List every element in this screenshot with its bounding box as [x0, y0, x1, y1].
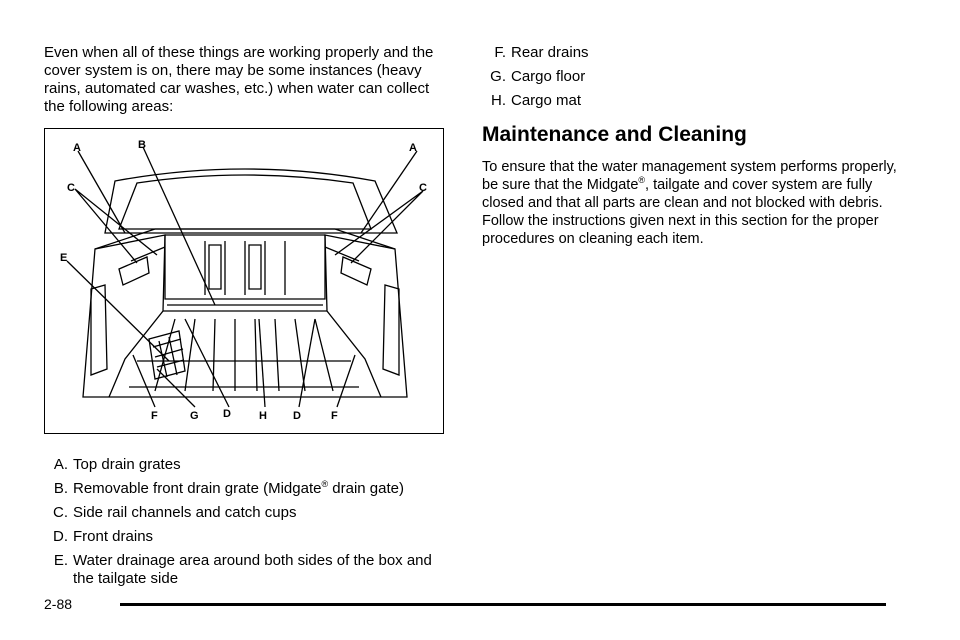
body-text-part: , tailgate and cover system are fully closed and that all parts are clean and not blocked with debris. Follow the instructions given next in this section for the proper procedures on cleaning each item. — [482, 177, 883, 247]
legend-text-part: Removable front drain grate (Midgate — [73, 480, 322, 497]
section-body — [482, 158, 902, 248]
callout-b: B — [138, 139, 146, 151]
leader-c-left — [75, 189, 157, 263]
registered-mark: ® — [638, 175, 646, 186]
left-column — [44, 44, 448, 116]
legend-key: A. — [53, 456, 68, 473]
callout-a-right: A — [409, 142, 417, 154]
legend-text: Side rail channels and catch cups — [73, 504, 297, 521]
callout-a-left: A — [73, 142, 81, 154]
legend-item-h — [482, 92, 902, 110]
legend-item-e — [44, 552, 454, 588]
legend-key: B. — [53, 480, 68, 497]
legend-text: Rear drains — [511, 44, 589, 61]
legend-item-f — [482, 44, 902, 62]
legend-key: C. — [53, 504, 68, 521]
footer-rule — [120, 603, 886, 606]
right-column — [482, 44, 902, 248]
legend-item-g — [482, 68, 902, 86]
callout-d-right: D — [293, 410, 301, 422]
leader-c-right — [335, 191, 423, 263]
legend-list-right — [482, 44, 902, 110]
callout-c-right: C — [419, 182, 427, 194]
legend-text: Cargo mat — [511, 92, 582, 109]
leader-g — [157, 369, 195, 407]
legend-text — [73, 480, 454, 498]
body-text-part: To ensure that the water management system performs properly, be sure that the Midgate — [482, 159, 897, 193]
leader-d-left — [185, 319, 229, 407]
cab-outline — [105, 169, 397, 233]
legend-key: G. — [490, 68, 506, 85]
leader-a-right — [361, 151, 417, 233]
truck-bed-drawing — [45, 129, 442, 432]
legend-text: Water drainage area around both sides of the box and the tailgate side — [73, 552, 432, 587]
callout-f-left: F — [151, 410, 158, 422]
callout-d-left: D — [223, 408, 231, 420]
legend-key: E. — [53, 552, 68, 569]
legend-item-a — [44, 456, 454, 474]
section-heading: Maintenance and Cleaning — [482, 123, 747, 146]
callout-h: H — [259, 410, 267, 422]
legend-text: Front drains — [73, 528, 154, 545]
registered-mark: ® — [321, 479, 329, 489]
page-footer — [44, 594, 886, 614]
legend-key: D. — [53, 528, 68, 545]
intro-paragraph: Even when all of these things are working properly and the cover system is on, there may be some instances (heavy rains, automated car washes, etc.) when water can collect the following areas: — [44, 44, 434, 115]
truck-bed-illustration — [44, 128, 444, 434]
legend-key: H. — [491, 92, 506, 109]
leader-e — [67, 261, 169, 361]
legend-text: Top drain grates — [73, 456, 181, 473]
legend-list-left — [44, 456, 454, 594]
legend-item-c — [44, 504, 454, 522]
legend-item-b — [44, 480, 454, 498]
callout-c-left: C — [67, 182, 75, 194]
page-number: 2-88 — [44, 596, 73, 612]
legend-item-d — [44, 528, 454, 546]
callout-g: G — [190, 410, 199, 422]
legend-text-part: drain gate) — [328, 480, 404, 497]
callout-f-right: F — [331, 410, 338, 422]
leader-f-right — [337, 355, 355, 407]
leader-h — [259, 319, 265, 407]
callout-e: E — [60, 252, 68, 264]
legend-text: Cargo floor — [511, 68, 586, 85]
leader-f-left — [133, 355, 155, 407]
legend-key: F. — [494, 44, 506, 61]
